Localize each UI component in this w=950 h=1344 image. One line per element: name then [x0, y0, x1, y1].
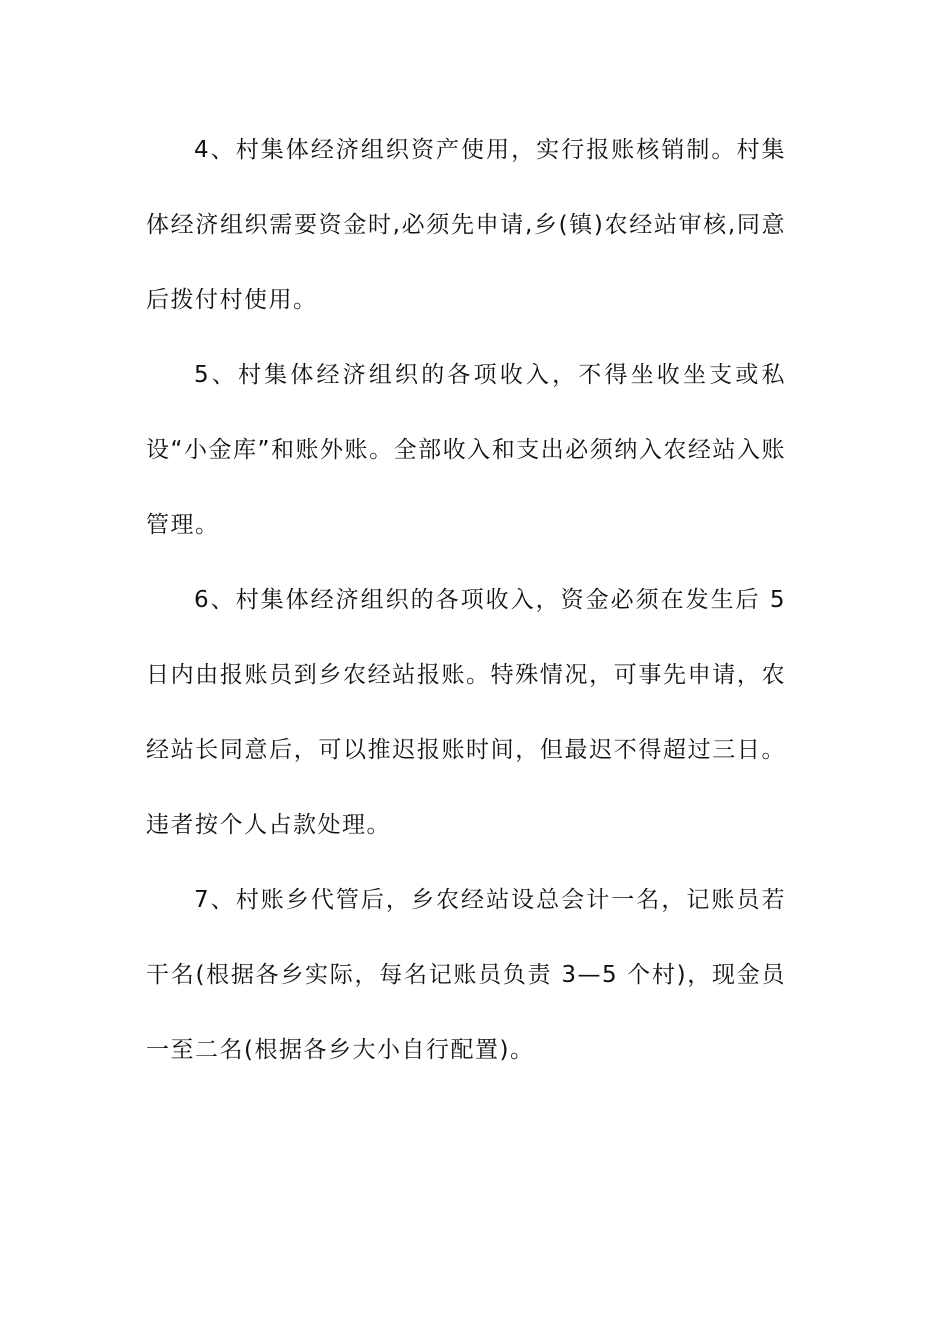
- paragraph-6: 6、村集体经济组织的各项收入，资金必须在发生后 5 日内由报账员到乡农经站报账。特殊情况，可事先申请，农经站长同意后，可以推迟报账时间，但最迟不得超过三日。违者按个人占款处理。: [146, 587, 786, 838]
- paragraph-7: 7、村账乡代管后，乡农经站设总会计一名，记账员若干名(根据各乡实际，每名记账员负责 3—5 个村)，现金员一至二名(根据各乡大小自行配置)。: [146, 887, 786, 1063]
- paragraph-5: 5、村集体经济组织的各项收入，不得坐收坐支或私设“小金库”和账外账。全部收入和支出必须纳入农经站入账管理。: [146, 362, 786, 538]
- paragraph-4: 4、村集体经济组织资产使用，实行报账核销制。村集体经济组织需要资金时,必须先申请,乡(镇)农经站审核,同意后拨付村使用。: [146, 137, 786, 313]
- document-body: [146, 113, 786, 1088]
